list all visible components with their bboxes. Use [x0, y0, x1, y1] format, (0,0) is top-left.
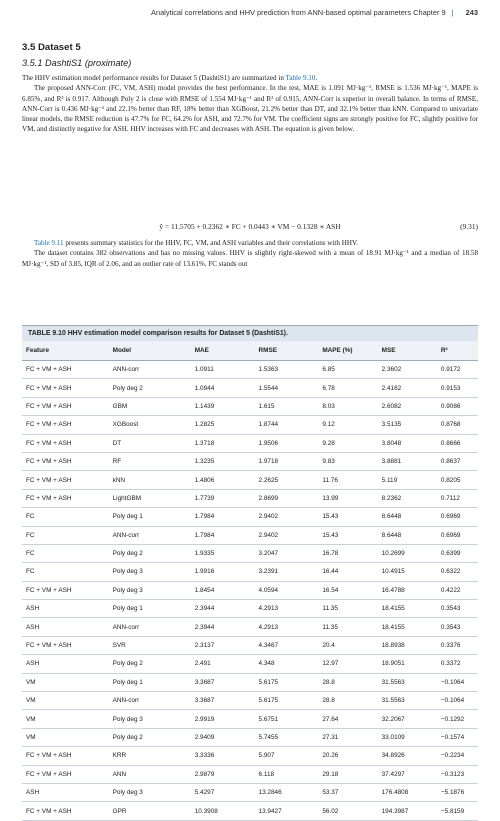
cell-r2: 0.7112 [437, 489, 478, 507]
table-row [22, 526, 478, 544]
cell-r2: 0.6969 [437, 526, 478, 544]
cell-mae: 1.0944 [191, 379, 255, 397]
cell-mse: 5.119 [378, 471, 437, 489]
cell-rmse: 1.5363 [255, 361, 319, 379]
cell-mape: 16.78 [318, 544, 377, 562]
table-row [22, 765, 478, 783]
cell-mse: 2.3602 [378, 361, 437, 379]
cell-mae: 2.3944 [191, 600, 255, 618]
cell-model: SVR [109, 636, 191, 654]
cell-mape: 27.31 [318, 728, 377, 746]
cell-mae: 10.3908 [191, 802, 255, 820]
cell-r2: 0.9153 [437, 379, 478, 397]
table-9-11-link[interactable]: Table 9.11 [34, 239, 64, 247]
cell-model: GPR [109, 802, 191, 820]
cell-mape: 15.43 [318, 508, 377, 526]
cell-rmse: 5.907 [255, 747, 319, 765]
cell-r2: −5.1876 [437, 783, 478, 801]
cell-model: ANN-corr [109, 361, 191, 379]
cell-rmse: 2.8699 [255, 489, 319, 507]
cell-feature: VM [22, 673, 109, 691]
cell-feature: FC + VM + ASH [22, 489, 109, 507]
cell-mae: 3.3687 [191, 673, 255, 691]
cell-r2: 0.6322 [437, 563, 478, 581]
cell-feature: FC + VM + ASH [22, 416, 109, 434]
cell-mse: 18.8938 [378, 636, 437, 654]
cell-model: Poly deg 2 [109, 655, 191, 673]
cell-feature: FC [22, 526, 109, 544]
table-row [22, 397, 478, 415]
paragraph-3 [22, 238, 478, 248]
table-row [22, 452, 478, 470]
cell-mse: 176.4808 [378, 783, 437, 801]
paragraph-1-text: The HHV estimation model performance results for Dataset 5 (DashtiS1) are summarized in [22, 74, 286, 82]
cell-mae: 3.3336 [191, 747, 255, 765]
cell-model: LightGBM [109, 489, 191, 507]
cell-mse: 31.5563 [378, 692, 437, 710]
cell-mae: 1.0911 [191, 361, 255, 379]
paragraph-3-text: presents summary statistics for the HHV, FC, VM, and ASH variables and their correlations with HHV. [63, 239, 358, 247]
chapter-label: Chapter [413, 8, 440, 17]
cell-mape: 28.8 [318, 692, 377, 710]
cell-rmse: 1.9506 [255, 434, 319, 452]
paragraph-1-end: . [315, 74, 318, 82]
cell-mae: 1.1439 [191, 397, 255, 415]
cell-r2: 0.9172 [437, 361, 478, 379]
table-row [22, 471, 478, 489]
cell-mae: 2.491 [191, 655, 255, 673]
cell-mse: 10.2699 [378, 544, 437, 562]
paragraph-1 [22, 73, 478, 83]
cell-mae: 5.4297 [191, 783, 255, 801]
cell-mae: 1.7984 [191, 508, 255, 526]
cell-mae: 2.9919 [191, 710, 255, 728]
table-row [22, 600, 478, 618]
table-row [22, 361, 478, 379]
cell-rmse: 3.2047 [255, 544, 319, 562]
cell-mape: 53.37 [318, 783, 377, 801]
cell-r2: −0.1574 [437, 728, 478, 746]
cell-model: Poly deg 3 [109, 710, 191, 728]
cell-rmse: 1.5544 [255, 379, 319, 397]
cell-feature: FC [22, 508, 109, 526]
cell-r2: 0.8768 [437, 416, 478, 434]
cell-mae: 2.9409 [191, 728, 255, 746]
table-row [22, 747, 478, 765]
cell-mse: 3.5135 [378, 416, 437, 434]
body-text-top [22, 73, 478, 135]
cell-mae: 1.8454 [191, 581, 255, 599]
cell-mae: 2.3137 [191, 636, 255, 654]
cell-mse: 18.4155 [378, 618, 437, 636]
table-row [22, 636, 478, 654]
cell-model: GBM [109, 397, 191, 415]
cell-feature: VM [22, 728, 109, 746]
cell-r2: 0.6969 [437, 508, 478, 526]
cell-model: Poly deg 2 [109, 379, 191, 397]
header-separator: | [451, 8, 454, 17]
cell-mape: 12.97 [318, 655, 377, 673]
cell-rmse: 3.2391 [255, 563, 319, 581]
table-row [22, 783, 478, 801]
cell-r2: 0.3543 [437, 600, 478, 618]
cell-mae: 1.2825 [191, 416, 255, 434]
cell-model: kNN [109, 471, 191, 489]
cell-rmse: 4.2913 [255, 618, 319, 636]
header-mape: MAPE (%) [318, 341, 377, 361]
cell-mape: 9.83 [318, 452, 377, 470]
cell-mape: 11.35 [318, 618, 377, 636]
cell-r2: 0.3376 [437, 636, 478, 654]
cell-r2: 0.4222 [437, 581, 478, 599]
cell-feature: FC + VM + ASH [22, 361, 109, 379]
header-model: Model [109, 341, 191, 361]
cell-rmse: 5.6175 [255, 692, 319, 710]
running-head [0, 8, 478, 17]
cell-r2: −0.3123 [437, 765, 478, 783]
header-mse: MSE [378, 341, 437, 361]
paragraph-4: The dataset contains 382 observations and has no missing values. HHV is slightly right-skewed with a mean of 18.91 MJ·kg⁻¹ and a median of 18.58 MJ·kg⁻¹, SD of 3.85, IQR of 2.06, and an outlier rate of 13.61%. FC stands out [22, 249, 478, 268]
header-feature: Feature [22, 341, 109, 361]
cell-mape: 28.8 [318, 673, 377, 691]
table-row [22, 692, 478, 710]
equation-9-31 [22, 222, 478, 231]
cell-feature: FC + VM + ASH [22, 765, 109, 783]
cell-rmse: 13.2846 [255, 783, 319, 801]
body-text-bottom [22, 238, 478, 269]
cell-model: Poly deg 3 [109, 581, 191, 599]
cell-mape: 9.28 [318, 434, 377, 452]
cell-mse: 31.5563 [378, 673, 437, 691]
cell-mse: 8.6448 [378, 508, 437, 526]
cell-feature: FC [22, 563, 109, 581]
table-row [22, 673, 478, 691]
cell-rmse: 2.9402 [255, 508, 319, 526]
cell-model: Poly deg 2 [109, 728, 191, 746]
cell-mae: 2.3944 [191, 618, 255, 636]
cell-feature: FC + VM + ASH [22, 379, 109, 397]
equation-number: (9.31) [460, 222, 478, 231]
cell-feature: FC [22, 544, 109, 562]
cell-mae: 1.7984 [191, 526, 255, 544]
cell-mse: 33.0109 [378, 728, 437, 746]
cell-mape: 9.12 [318, 416, 377, 434]
cell-mse: 194.3987 [378, 802, 437, 820]
cell-mae: 1.3235 [191, 452, 255, 470]
cell-feature: FC + VM + ASH [22, 471, 109, 489]
cell-r2: 0.6399 [437, 544, 478, 562]
cell-model: Poly deg 1 [109, 673, 191, 691]
cell-r2: −0.1292 [437, 710, 478, 728]
cell-mse: 37.4297 [378, 765, 437, 783]
cell-rmse: 5.7455 [255, 728, 319, 746]
cell-r2: −0.1064 [437, 692, 478, 710]
cell-mape: 29.18 [318, 765, 377, 783]
cell-feature: VM [22, 692, 109, 710]
cell-model: DT [109, 434, 191, 452]
cell-r2: −0.1064 [437, 673, 478, 691]
cell-rmse: 5.6175 [255, 673, 319, 691]
header-rmse: RMSE [255, 341, 319, 361]
cell-rmse: 5.6751 [255, 710, 319, 728]
page-number: 243 [465, 8, 478, 17]
cell-mse: 2.4162 [378, 379, 437, 397]
table-row [22, 710, 478, 728]
table-row [22, 563, 478, 581]
results-table [22, 341, 478, 821]
running-title: Analytical correlations and HHV prediction from ANN-based optimal parameters [151, 8, 412, 17]
cell-rmse: 2.2625 [255, 471, 319, 489]
cell-model: XGBoost [109, 416, 191, 434]
cell-mape: 13.99 [318, 489, 377, 507]
cell-mape: 16.44 [318, 563, 377, 581]
cell-rmse: 1.8744 [255, 416, 319, 434]
cell-mae: 3.3687 [191, 692, 255, 710]
cell-mae: 1.9916 [191, 563, 255, 581]
cell-mape: 6.85 [318, 361, 377, 379]
cell-model: Poly deg 3 [109, 783, 191, 801]
cell-rmse: 2.9402 [255, 526, 319, 544]
cell-rmse: 4.3467 [255, 636, 319, 654]
cell-r2: −0.2234 [437, 747, 478, 765]
cell-mse: 32.2067 [378, 710, 437, 728]
cell-feature: FC + VM + ASH [22, 581, 109, 599]
table-row [22, 489, 478, 507]
cell-mae: 1.7739 [191, 489, 255, 507]
cell-r2: 0.8205 [437, 471, 478, 489]
header-r2: R² [437, 341, 478, 361]
cell-mse: 8.2362 [378, 489, 437, 507]
table-9-10-link[interactable]: Table 9.10 [285, 74, 316, 82]
cell-mape: 11.76 [318, 471, 377, 489]
table-row [22, 544, 478, 562]
cell-feature: ASH [22, 655, 109, 673]
cell-r2: 0.9086 [437, 397, 478, 415]
cell-mae: 2.9879 [191, 765, 255, 783]
cell-feature: FC + VM + ASH [22, 802, 109, 820]
table-row [22, 802, 478, 820]
cell-model: Poly deg 3 [109, 563, 191, 581]
table-row [22, 379, 478, 397]
table-9-10 [22, 325, 478, 821]
cell-mape: 56.02 [318, 802, 377, 820]
section-title: 3.5 Dataset 5 [22, 42, 81, 53]
cell-mape: 27.64 [318, 710, 377, 728]
cell-mae: 1.3718 [191, 434, 255, 452]
header-mae: MAE [191, 341, 255, 361]
cell-model: ANN-corr [109, 692, 191, 710]
cell-mape: 6.78 [318, 379, 377, 397]
cell-feature: ASH [22, 600, 109, 618]
table-row [22, 618, 478, 636]
paragraph-2: The proposed ANN-Corr (FC, VM, ASH) model provides the best performance. In the test, MAE is 1.091 MJ·kg⁻¹, RMSE is 1.536 MJ·kg⁻¹, MAPE is 6.85%, and R² is 0.917. Although Poly 2 is close with RMSE of 1.554 MJ·kg⁻¹ and R² of 0.915, ANN-Corr is superior in overall balance. In terms of RMSE, ANN-Corr is 0.436 MJ·kg⁻¹ and 22.1% better than RF, 18% better than XGBoost, 21.2% better than DT, and 32.1% better than kNN. Compared to univariate linear models, the RMSE reduction is 47.7% for FC, 64.2% for ASH, and 72.7% for VM. The coefficient signs are strongly positive for FC, slightly positive for VM, and distinctly negative for ASH. HHV increases with FC and decreases with ASH. The equation is given below. [22, 84, 478, 134]
cell-rmse: 6.118 [255, 765, 319, 783]
cell-rmse: 4.0594 [255, 581, 319, 599]
cell-model: Poly deg 1 [109, 508, 191, 526]
cell-feature: FC + VM + ASH [22, 397, 109, 415]
table-row [22, 655, 478, 673]
equation-text: ŷ = 11.5705 + 0.2362 ∗ FC + 0.0443 ∗ VM − 0.1328 ∗ ASH [159, 222, 341, 231]
cell-mse: 16.4788 [378, 581, 437, 599]
cell-feature: ASH [22, 783, 109, 801]
cell-feature: ASH [22, 618, 109, 636]
cell-feature: FC + VM + ASH [22, 452, 109, 470]
table-row [22, 508, 478, 526]
cell-mape: 15.43 [318, 526, 377, 544]
table-row [22, 416, 478, 434]
cell-rmse: 1.9718 [255, 452, 319, 470]
cell-mse: 18.9051 [378, 655, 437, 673]
chapter-number: 9 [441, 8, 446, 17]
cell-mse: 34.8926 [378, 747, 437, 765]
cell-mse: 10.4915 [378, 563, 437, 581]
cell-r2: 0.3543 [437, 618, 478, 636]
cell-model: ANN-corr [109, 526, 191, 544]
cell-mse: 8.6448 [378, 526, 437, 544]
cell-mse: 18.4155 [378, 600, 437, 618]
table-row [22, 728, 478, 746]
cell-mse: 3.8881 [378, 452, 437, 470]
table-body [22, 361, 478, 821]
cell-mape: 8.03 [318, 397, 377, 415]
cell-model: ANN [109, 765, 191, 783]
table-header-row [22, 341, 478, 361]
cell-rmse: 4.2913 [255, 600, 319, 618]
cell-model: ANN-corr [109, 618, 191, 636]
cell-feature: FC + VM + ASH [22, 434, 109, 452]
cell-mape: 16.54 [318, 581, 377, 599]
cell-mse: 2.6082 [378, 397, 437, 415]
table-row [22, 434, 478, 452]
table-row [22, 581, 478, 599]
cell-model: KRR [109, 747, 191, 765]
cell-model: Poly deg 2 [109, 544, 191, 562]
cell-r2: 0.3372 [437, 655, 478, 673]
cell-rmse: 1.615 [255, 397, 319, 415]
cell-mse: 3.8048 [378, 434, 437, 452]
cell-mae: 1.9335 [191, 544, 255, 562]
cell-mape: 11.35 [318, 600, 377, 618]
cell-r2: −5.8159 [437, 802, 478, 820]
cell-mape: 20.26 [318, 747, 377, 765]
cell-feature: FC + VM + ASH [22, 747, 109, 765]
cell-r2: 0.8637 [437, 452, 478, 470]
cell-mae: 1.4806 [191, 471, 255, 489]
cell-r2: 0.8666 [437, 434, 478, 452]
table-caption: TABLE 9.10 HHV estimation model comparison results for Dataset 5 (DashtiS1). [22, 325, 478, 341]
cell-rmse: 4.348 [255, 655, 319, 673]
cell-model: RF [109, 452, 191, 470]
cell-feature: FC + VM + ASH [22, 636, 109, 654]
cell-model: Poly deg 1 [109, 600, 191, 618]
cell-rmse: 13.9427 [255, 802, 319, 820]
cell-feature: VM [22, 710, 109, 728]
cell-mape: 20.4 [318, 636, 377, 654]
subsection-title: 3.5.1 DashtiS1 (proximate) [22, 58, 132, 68]
